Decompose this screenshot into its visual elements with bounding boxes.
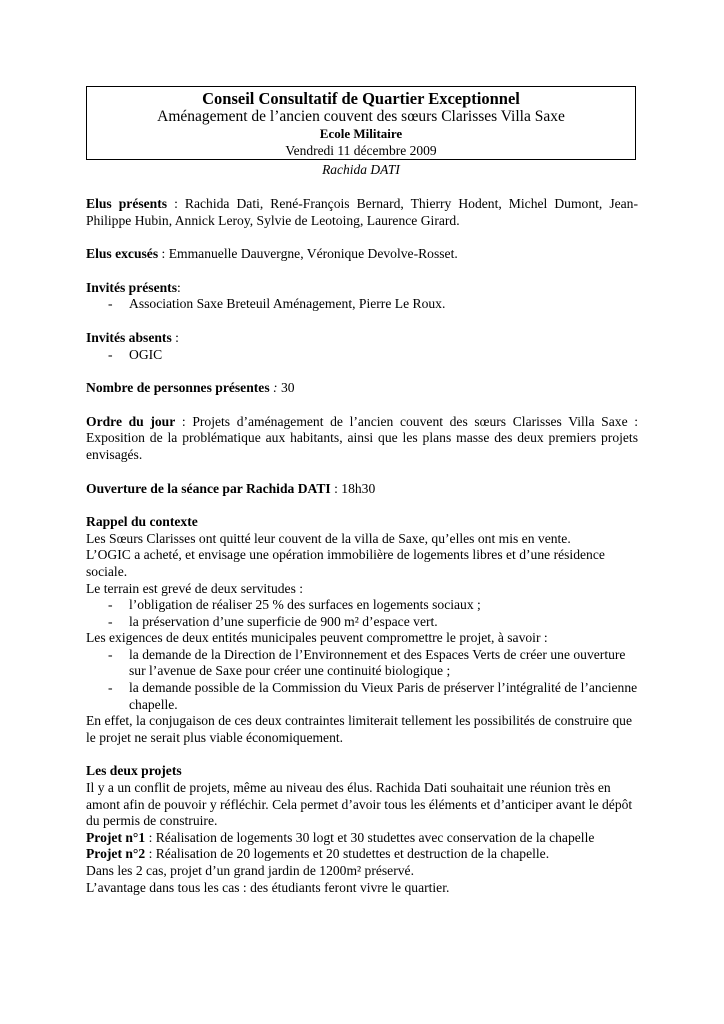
- list-item: - l’obligation de réaliser 25 % des surfaces en logements sociaux ;: [108, 597, 638, 614]
- separator: :: [171, 329, 179, 345]
- header-box: [86, 86, 636, 160]
- section-heading: Rappel du contexte: [86, 514, 198, 530]
- section-heading: Les deux projets: [86, 763, 182, 779]
- meeting-place: Ecole Militaire: [319, 126, 403, 141]
- ordre-du-jour-label: Ordre du jour: [86, 413, 176, 429]
- elus-excuses: [86, 246, 638, 263]
- separator: :: [175, 413, 193, 429]
- invites-absents-list: [86, 347, 638, 364]
- list-item: - la demande possible de la Commission du Vieux Paris de préserver l’intégralité de l’ancienne chapelle.: [108, 680, 638, 713]
- paragraph: Il y a un conflit de projets, même au niveau des élus. Rachida Dati souhaitait une réunion très en amont afin de pouvoir y réfléchir. Cela permet d’avoir tous les éléments et d’anticiper avant le dépôt du permis de construire.: [86, 780, 633, 829]
- meeting-president: Rachida DATI: [322, 162, 400, 177]
- document-title: Conseil Consultatif de Quartier Exceptionnel: [202, 89, 520, 108]
- elus-excuses-list: Emmanuelle Dauvergne, Véronique Devolve-Rosset.: [168, 246, 458, 262]
- meeting-date: Vendredi 11 décembre 2009: [285, 143, 437, 158]
- invites-presents: [86, 280, 638, 297]
- elus-excuses-label: Elus excusés: [86, 246, 159, 262]
- paragraph: L’OGIC a acheté, et envisage une opération immobilière de logements libres et d’une résidence sociale.: [86, 547, 605, 579]
- invites-absents-label: Invités absents: [86, 329, 172, 345]
- ouverture-seance: [86, 481, 638, 498]
- elus-presents: [86, 196, 638, 229]
- ouverture-label: Ouverture de la séance par Rachida DATI: [86, 480, 331, 496]
- separator: :: [269, 380, 281, 396]
- paragraph: L’avantage dans tous les cas : des étudiants feront vivre le quartier.: [86, 879, 450, 895]
- list-item: - Association Saxe Breteuil Aménagement, Pierre Le Roux.: [108, 296, 638, 313]
- projet-1-text: : Réalisation de logements 30 logt et 30 studettes avec conservation de la chapelle: [145, 829, 595, 845]
- list-item: - OGIC: [108, 347, 638, 364]
- projet-2-label: Projet n°2: [86, 846, 146, 862]
- projet-1: [86, 830, 638, 847]
- paragraph: Les Sœurs Clarisses ont quitté leur couvent de la villa de Saxe, qu’elles ont mis en vente.: [86, 530, 571, 546]
- projet-2-text: : Réalisation de 20 logements et 20 studettes et destruction de la chapelle.: [145, 846, 550, 862]
- paragraph: Le terrain est grevé de deux servitudes :: [86, 580, 304, 596]
- list-item: - la préservation d’une superficie de 900 m² d’espace vert.: [108, 614, 638, 631]
- projet-1-label: Projet n°1: [86, 829, 146, 845]
- separator: :: [158, 246, 169, 262]
- ordre-du-jour: [86, 414, 638, 464]
- projet-2: [86, 846, 638, 863]
- paragraph: Les exigences de deux entités municipales peuvent compromettre le projet, à savoir :: [86, 630, 548, 646]
- paragraph: En effet, la conjugaison de ces deux contraintes limiterait tellement les possibilités de construire que le projet ne serait plus viable économiquement.: [86, 713, 632, 745]
- invites-absents: [86, 330, 638, 347]
- elus-presents-list: Rachida Dati, René-François Bernard, Thierry Hodent, Michel Dumont, Jean-Philippe Hubin, Annick Leroy, Sylvie de Leotoing, Laurence Girard.: [86, 196, 639, 228]
- separator: :: [330, 480, 342, 496]
- invites-presents-label: Invités présents: [86, 279, 178, 295]
- document-subtitle: Aménagement de l’ancien couvent des sœurs Clarisses Villa Saxe: [157, 108, 565, 125]
- document-body: [86, 196, 638, 896]
- invites-presents-list: [86, 296, 638, 313]
- ouverture-time: 18h30: [341, 480, 376, 496]
- list-item: - la demande de la Direction de l’Environnement et des Espaces Verts de créer une ouverture sur l’avenue de Saxe pour créer une continuité biologique ;: [108, 647, 638, 680]
- nombre-personnes: [86, 380, 638, 397]
- nombre-personnes-label: Nombre de personnes présentes: [86, 380, 270, 396]
- servitudes-list: [86, 597, 638, 630]
- elus-presents-label: Elus présents: [86, 196, 168, 211]
- separator: :: [177, 279, 181, 295]
- ordre-du-jour-text: Projets d’aménagement de l’ancien couvent des sœurs Clarisses Villa Saxe : Exposition de la problématique aux habitants, ainsi que les plans masse des deux premiers projets envisagés.: [86, 413, 639, 462]
- nombre-personnes-value: 30: [280, 380, 295, 396]
- separator: :: [167, 196, 185, 211]
- paragraph: Dans les 2 cas, projet d’un grand jardin de 1200m² préservé.: [86, 863, 414, 878]
- exigences-list: [86, 647, 638, 713]
